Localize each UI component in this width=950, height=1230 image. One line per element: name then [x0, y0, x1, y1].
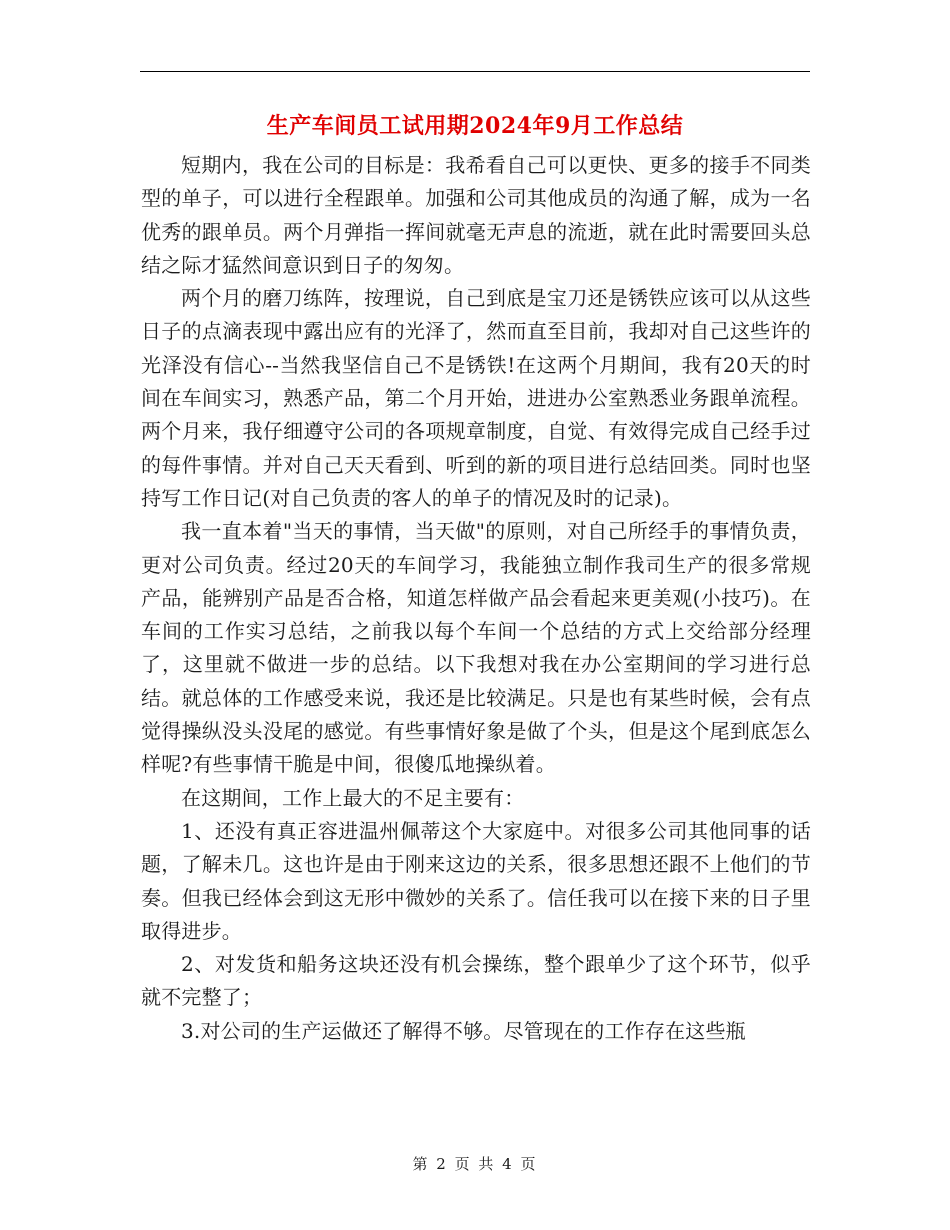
paragraph-3: 我一直本着"当天的事情，当天做"的原则，对自己所经手的事情负责，更对公司负责。经过20天的车间学习，我能独立制作我司生产的很多常规产品，能辨别产品是否合格，知道怎样做产品会看起来更美观(小技巧)。在车间的工作实习总结，之前我以每个车间一个总结的方式上交给部分经理了，这里就不做进一步的总结。以下我想对我在办公室期间的学习进行总结。就总体的工作感受来说，我还是比较满足。只是也有某些时候，会有点觉得操纵没头没尾的感觉。有些事情好象是做了个头，但是这个尾到底怎么样呢?有些事情干脆是中间，很傻瓜地操纵着。	[141, 519, 811, 777]
page-number-footer: 第 2 页 共 4 页	[412, 1155, 538, 1173]
header-rule	[140, 71, 810, 72]
document-body	[141, 149, 811, 1048]
paragraph-1: 短期内，我在公司的目标是：我希看自己可以更快、更多的接手不同类型的单子，可以进行全程跟单。加强和公司其他成员的沟通了解，成为一名优秀的跟单员。两个月弹指一挥间就毫无声息的流逝，就在此时需要回头总结之际才猛然间意识到日子的匆匆。	[141, 153, 811, 277]
paragraph-2: 两个月的磨刀练阵，按理说，自己到底是宝刀还是锈铁应该可以从这些日子的点滴表现中露出应有的光泽了，然而直至目前，我却对自己这些许的光泽没有信心--当然我坚信自己不是锈铁!在这两个月期间，我有20天的时间在车间实习，熟悉产品，第二个月开始，进进办公室熟悉业务跟单流程。两个月来，我仔细遵守公司的各项规章制度，自觉、有效得完成自己经手过的每件事情。并对自己天天看到、听到的新的项目进行总结回类。同时也坚持写工作日记(对自己负责的客人的单子的情况及时的记录)。	[141, 286, 811, 510]
paragraph-6: 2、对发货和船务这块还没有机会操练，整个跟单少了这个环节，似乎就不完整了；	[141, 952, 811, 1010]
paragraph-5: 1、还没有真正容进温州佩蒂这个大家庭中。对很多公司其他同事的话题，了解未几。这也许是由于刚来这边的关系，很多思想还跟不上他们的节奏。但我已经体会到这无形中微妙的关系了。信任我可以在接下来的日子里取得进步。	[141, 818, 811, 943]
paragraph-7: 3.对公司的生产运做还了解得不够。尽管现在的工作存在这些瓶	[181, 1018, 746, 1043]
paragraph-4: 在这期间，工作上最大的不足主要有：	[181, 785, 525, 810]
document-title: 生产车间员工试用期2024年9月工作总结	[266, 113, 684, 139]
